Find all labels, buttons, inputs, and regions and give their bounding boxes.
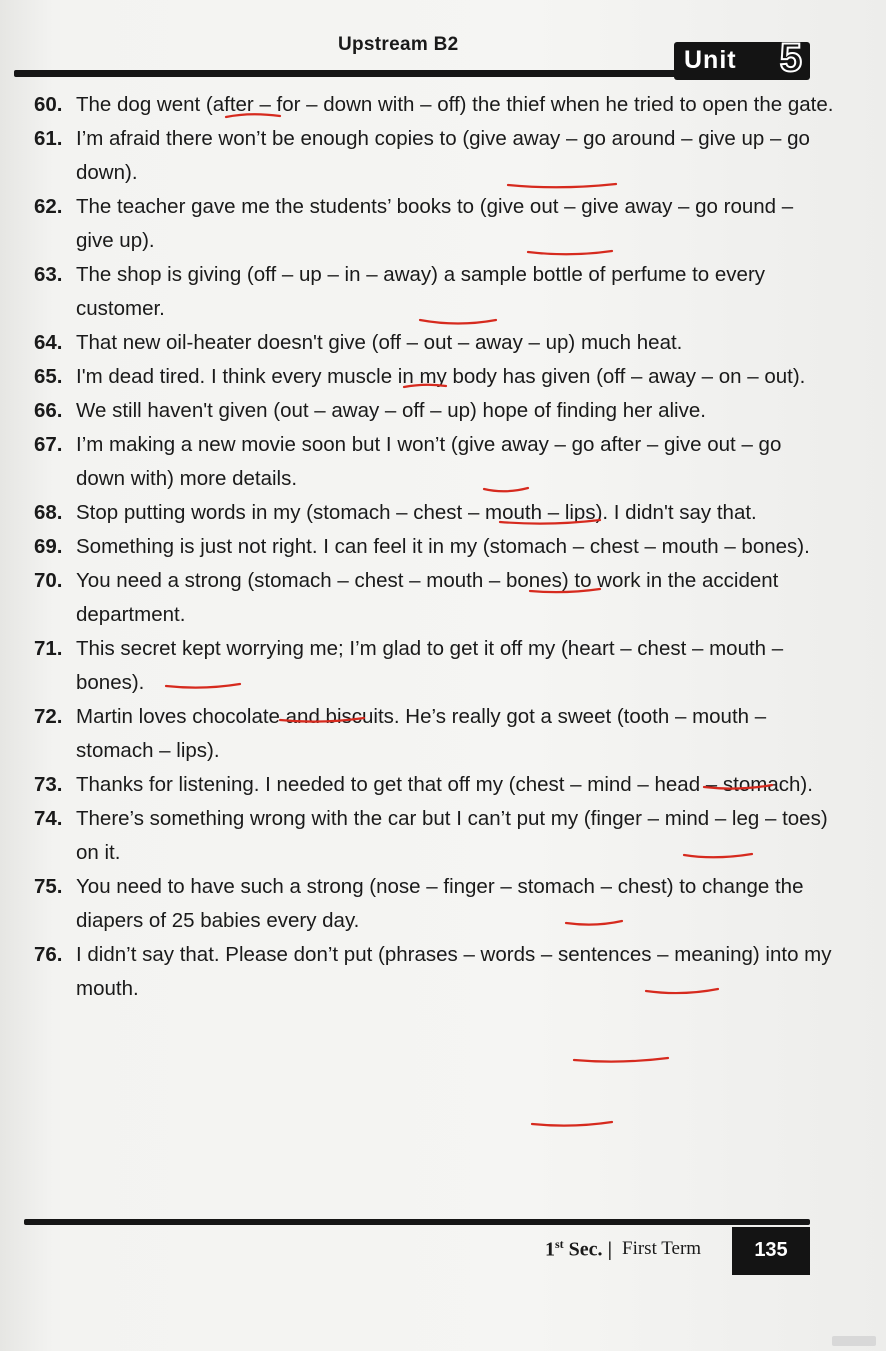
underline-q75 <box>574 1058 668 1062</box>
page-number-badge <box>732 1227 810 1275</box>
unit-badge <box>674 36 810 80</box>
unit-label: Unit <box>684 46 737 74</box>
footer-term: First Term <box>622 1238 702 1259</box>
question-text: I didn’t say that. Please don’t put (phrases – words – sentences – meaning) into my mouth. <box>76 943 838 1000</box>
question-text: The teacher gave me the students’ books to (give out – give away – go round – give up). <box>76 195 799 252</box>
question-number: 61. <box>34 127 63 150</box>
question-71 <box>34 632 834 700</box>
question-number: 73. <box>34 773 63 796</box>
question-text: I’m making a new movie soon but I won’t (give away – go after – give out – go down with) more details. <box>76 433 788 490</box>
sec-suffix: st <box>555 1237 564 1251</box>
question-number: 69. <box>34 535 63 558</box>
question-number: 63. <box>34 263 63 286</box>
question-63 <box>34 258 834 326</box>
question-number: 74. <box>34 807 63 830</box>
question-64 <box>34 326 834 360</box>
question-number: 65. <box>34 365 63 388</box>
question-list <box>34 88 838 1006</box>
sec-label: Sec. <box>568 1238 603 1261</box>
footer-rule <box>24 1219 810 1225</box>
question-65 <box>34 360 834 394</box>
question-75 <box>34 870 834 938</box>
page-number: 135 <box>754 1239 788 1261</box>
question-73 <box>34 768 834 802</box>
question-number: 71. <box>34 637 63 660</box>
question-text: I'm dead tired. I think every muscle in my body has given (off – away – on – out). <box>76 365 806 388</box>
question-text: Stop putting words in my (stomach – chest – mouth – lips). I didn't say that. <box>76 501 757 524</box>
question-62 <box>34 190 834 258</box>
book-title: Upstream B2 <box>338 34 459 55</box>
question-67 <box>34 428 834 496</box>
footer-separator: | <box>607 1238 612 1261</box>
question-number: 62. <box>34 195 63 218</box>
question-69 <box>34 530 834 564</box>
question-60 <box>34 88 834 122</box>
question-text: You need a strong (stomach – chest – mouth – bones) to work in the accident department. <box>76 569 785 626</box>
question-76 <box>34 938 838 1006</box>
question-text: We still haven't given (out – away – off – up) hope of finding her alive. <box>76 399 706 422</box>
question-72 <box>34 700 834 768</box>
question-68 <box>34 496 834 530</box>
question-number: 64. <box>34 331 63 354</box>
question-text: I’m afraid there won’t be enough copies to (give away – go around – give up – go down). <box>76 127 816 184</box>
footer-section <box>545 1237 612 1262</box>
question-61 <box>34 122 834 190</box>
question-number: 67. <box>34 433 63 456</box>
question-text: The shop is giving (off – up – in – away) a sample bottle of perfume to every customer. <box>76 263 771 320</box>
sec-ordinal: 1 <box>545 1238 555 1261</box>
question-number: 72. <box>34 705 63 728</box>
question-text: The dog went (after – for – down with – off) the thief when he tried to open the gate. <box>76 93 834 116</box>
question-66 <box>34 394 834 428</box>
question-text: That new oil-heater doesn't give (off – out – away – up) much heat. <box>76 331 683 354</box>
underline-q76 <box>532 1122 612 1126</box>
question-70 <box>34 564 834 632</box>
question-text: You need to have such a strong (nose – finger – stomach – chest) to change the diapers of 25 babies every day. <box>76 875 810 932</box>
question-number: 75. <box>34 875 63 898</box>
question-text: There’s something wrong with the car but I can’t put my (finger – mind – leg – toes) on it. <box>76 807 834 864</box>
question-74 <box>34 802 834 870</box>
question-number: 68. <box>34 501 63 524</box>
question-text: This secret kept worrying me; I’m glad to get it off my (heart – chest – mouth – bones). <box>76 637 789 694</box>
question-number: 66. <box>34 399 63 422</box>
unit-number: 5 <box>779 36 802 80</box>
question-text: Martin loves chocolate and biscuits. He’s really got a sweet (tooth – mouth – stomach – lips). <box>76 705 772 762</box>
header-rule <box>14 70 774 77</box>
question-number: 70. <box>34 569 63 592</box>
question-number: 76. <box>34 943 63 966</box>
question-text: Thanks for listening. I needed to get that off my (chest – mind – head – stomach). <box>76 773 813 796</box>
question-text: Something is just not right. I can feel it in my (stomach – chest – mouth – bones). <box>76 535 810 558</box>
question-number: 60. <box>34 93 63 116</box>
scanner-logo-icon <box>832 1336 876 1346</box>
